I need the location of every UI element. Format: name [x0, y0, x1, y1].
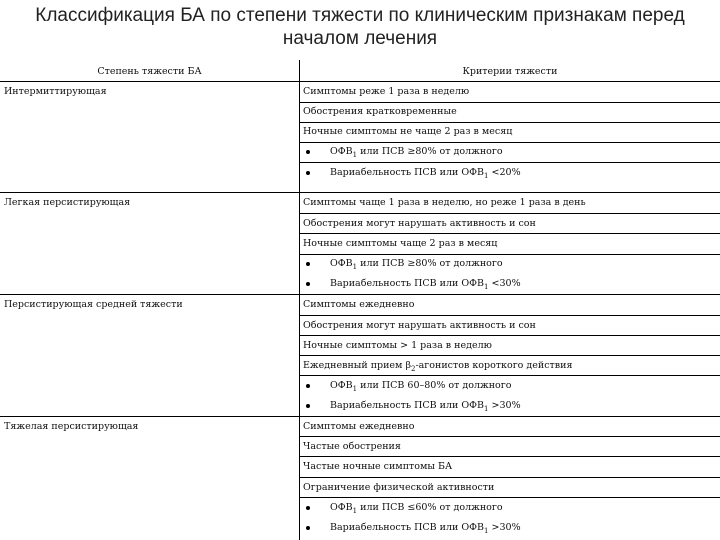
criterion-bullet: $ОФВ_1$ или ПСВ 60–80% от должного [330, 380, 512, 393]
bullet-icon [306, 384, 310, 388]
criterion: Обострения могут нарушать активность и сон [303, 320, 536, 331]
criterion: Обострения могут нарушать активность и сон [303, 218, 536, 229]
bullet-icon [306, 282, 310, 286]
severity-intermittent: Интермиттирующая [4, 86, 107, 97]
criterion: Ограничение физической активности [303, 482, 495, 493]
criterion: Обострения кратковременные [303, 106, 457, 117]
criterion-bullet: Вариабельность ПСВ или $ОФВ_1 >30\%$ [330, 400, 521, 413]
criterion-bullet: $ОФВ_1$ или ПСВ ≥80% от должного [330, 146, 503, 159]
criterion-bullet: $ОФВ_1$ или ПСВ ≥80% от должного [330, 258, 503, 271]
criterion-bullet: $ОФВ_1$ или ПСВ ≤60% от должного [330, 502, 503, 515]
criterion: Симптомы ежедневно [303, 299, 415, 310]
bullet-icon [306, 404, 310, 408]
bullet-icon [306, 150, 310, 154]
criterion: Частые ночные симптомы БА [303, 461, 453, 472]
criterion: Симптомы реже 1 раза в неделю [303, 86, 470, 97]
bullet-icon [306, 171, 310, 175]
severity-mild-persistent: Легкая персистирующая [4, 197, 131, 208]
criterion-bullet: Вариабельность ПСВ или $ОФВ_1 <30\%$ [330, 278, 521, 291]
page-title: Классификация БА по степени тяжести по клиническим признакам перед началом лечения [35, 5, 685, 49]
bullet-icon [306, 262, 310, 266]
criterion-bullet: Вариабельность ПСВ или $ОФВ_1 <20\%$ [330, 167, 521, 180]
criterion: Ночные симптомы не чаще 2 раз в месяц [303, 126, 513, 137]
column-header-criteria: Критерии тяжести [462, 66, 558, 77]
criterion-bullet: Вариабельность ПСВ или $ОФВ_1 >30\%$ [330, 522, 521, 535]
column-header-severity: Степень тяжести БА [97, 66, 202, 77]
criterion: Ночные симптомы > 1 раза в неделю [303, 340, 492, 351]
criterion: Ежедневный прием $\beta_2$-агонистов короткого действия [303, 360, 573, 373]
bullet-icon [306, 506, 310, 510]
criterion: Симптомы ежедневно [303, 421, 415, 432]
severity-severe-persistent: Тяжелая персистирующая [4, 421, 139, 432]
bullet-icon [306, 526, 310, 530]
severity-moderate-persistent: Персистирующая средней тяжести [4, 299, 183, 310]
criterion: Частые обострения [303, 441, 401, 452]
criterion: Симптомы чаще 1 раза в неделю, но реже 1 раза в день [303, 197, 586, 208]
criterion: Ночные симптомы чаще 2 раз в месяц [303, 238, 498, 249]
